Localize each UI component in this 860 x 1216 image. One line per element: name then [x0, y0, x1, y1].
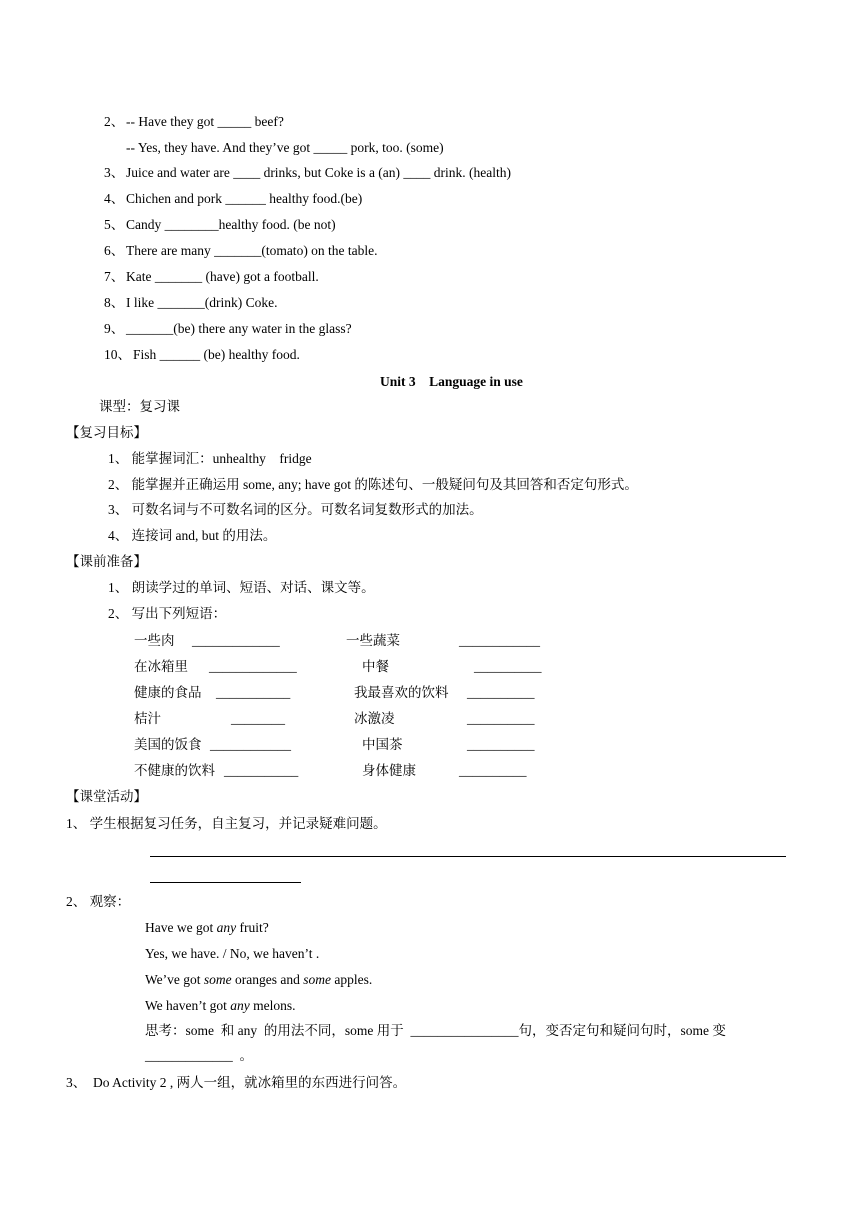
prep-item: 2、 写出下列短语：: [108, 606, 227, 621]
answer-line[interactable]: [150, 882, 301, 883]
exercise-text: Candy ________healthy food. (be not): [126, 217, 336, 232]
goal-item: 2、 能掌握并正确运用 some, any; have got 的陈述句、一般疑问句及其回答和否定句形式。: [108, 477, 638, 492]
phrase-right: 我最喜欢的饮料: [354, 685, 449, 700]
exercise-text: I like _______(drink) Coke.: [126, 295, 278, 310]
phrase-left-blank: _____________: [209, 659, 297, 674]
exercise-text: Chichen and pork ______ healthy food.(be): [126, 191, 363, 206]
exercise-num: 5、: [104, 217, 125, 232]
activity-item-2: 2、 观察：: [66, 894, 131, 909]
answer-line[interactable]: [150, 856, 786, 857]
exercise-text: Fish ______ (be) healthy food.: [133, 347, 300, 362]
phrase-right-blank: __________: [459, 763, 527, 778]
observe-line: Yes, we have. / No, we haven’t .: [145, 946, 320, 961]
activity-heading: 【课堂活动】: [66, 789, 147, 804]
exercise-text: _______(be) there any water in the glass?: [126, 321, 352, 336]
activity-item-3: 3、 Do Activity 2 , 两人一组，就冰箱里的东西进行问答。: [66, 1075, 407, 1090]
exercise-num: 9、: [104, 321, 125, 336]
phrase-right-blank: ____________: [459, 633, 540, 648]
think-question: 思考：some 和 any 的用法不同，some 用于 ________________句，变否定句和疑问句时，some 变: [145, 1023, 726, 1038]
prep-heading: 【课前准备】: [66, 554, 147, 569]
observe-line: We’ve got some oranges and some apples.: [145, 972, 373, 987]
prep-item: 1、 朗读学过的单词、短语、对话、课文等。: [108, 580, 375, 595]
observe-line: We haven’t got any melons.: [145, 998, 296, 1013]
activity-item-1: 1、 学生根据复习任务，自主复习，并记录疑难问题。: [66, 816, 387, 831]
exercise-num: 10、: [104, 347, 131, 362]
phrase-right-blank: __________: [467, 685, 535, 700]
exercise-num: 8、: [104, 295, 125, 310]
phrase-right: 一些蔬菜: [346, 633, 400, 648]
phrase-left-blank: ___________: [224, 763, 299, 778]
phrase-right: 中国茶: [362, 737, 403, 752]
phrase-left-blank: ___________: [216, 685, 291, 700]
exercise-num: 7、: [104, 269, 125, 284]
goal-item: 1、 能掌握词汇：unhealthy fridge: [108, 451, 312, 466]
phrase-right-blank: __________: [467, 737, 535, 752]
exercise-text: There are many _______(tomato) on the table.: [126, 243, 378, 258]
think-question-cont: _____________ 。: [145, 1048, 253, 1063]
exercise-num: 4、: [104, 191, 125, 206]
phrase-right: 中餐: [362, 659, 389, 674]
exercise-num: 2、: [104, 114, 125, 129]
observe-line: Have we got any fruit?: [145, 920, 269, 935]
exercise-text: Kate _______ (have) got a football.: [126, 269, 319, 284]
phrase-left: 桔汁: [134, 711, 161, 726]
exercise-num: 6、: [104, 243, 125, 258]
goal-item: 4、 连接词 and, but 的用法。: [108, 528, 277, 543]
exercise-text: -- Yes, they have. And they’ve got _____ pork, too. (some): [126, 140, 444, 155]
exercise-text: Juice and water are ____ drinks, but Coke is a (an) ____ drink. (health): [126, 165, 512, 180]
exercise-text: -- Have they got _____ beef?: [126, 114, 284, 129]
phrase-left: 在冰箱里: [134, 659, 188, 674]
phrase-left-blank: ____________: [210, 737, 291, 752]
goal-item: 3、 可数名词与不可数名词的区分。可数名词复数形式的加法。: [108, 502, 483, 517]
phrase-right: 身体健康: [362, 763, 416, 778]
phrase-left: 美国的饭食: [134, 737, 202, 752]
unit-title: Unit 3 Language in use: [380, 374, 523, 389]
exercise-num: 3、: [104, 165, 125, 180]
phrase-left-blank: ________: [231, 711, 285, 726]
phrase-left-blank: _____________: [192, 633, 280, 648]
goals-heading: 【复习目标】: [66, 425, 147, 440]
phrase-left: 一些肉: [134, 633, 175, 648]
phrase-left: 健康的食品: [134, 685, 202, 700]
phrase-left: 不健康的饮料: [134, 763, 215, 778]
phrase-right: 冰激凌: [354, 711, 395, 726]
phrase-right-blank: __________: [467, 711, 535, 726]
phrase-right-blank: __________: [474, 659, 542, 674]
lesson-type: 课型：复习课: [99, 399, 180, 414]
